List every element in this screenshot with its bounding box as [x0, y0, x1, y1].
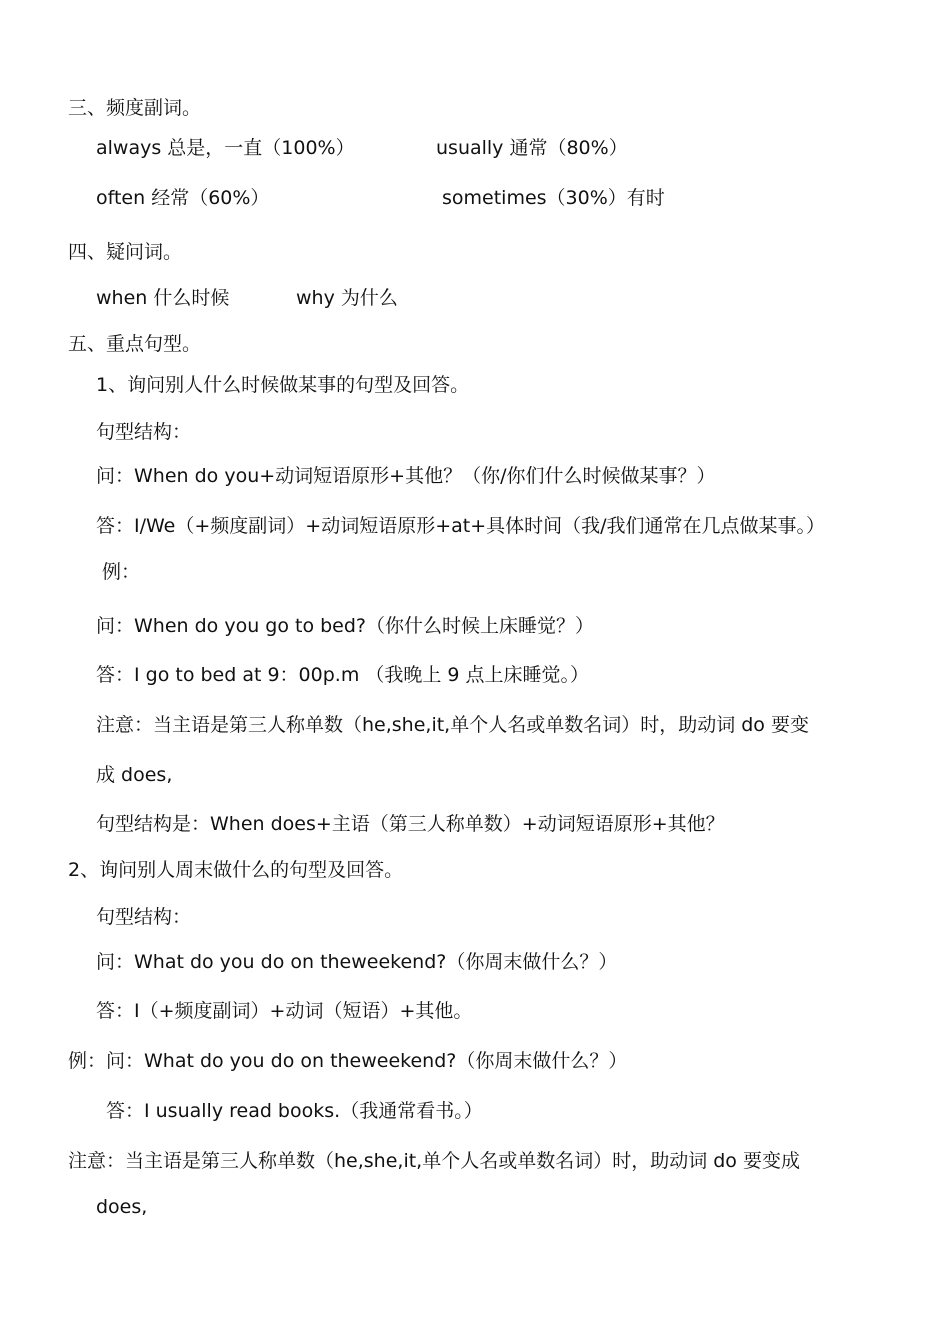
- adverb-often: often 经常（60%）: [96, 187, 270, 209]
- adverb-usually: usually 通常（80%）: [436, 137, 628, 159]
- part-1-third-person-structure: 句型结构是：When does+主语（第三人称单数）+动词短语原形+其他？: [96, 813, 725, 835]
- part-1-question-pattern: 问：When do you+动词短语原形+其他？（你/你们什么时候做某事？）: [96, 465, 716, 487]
- question-word-when: when 什么时候: [96, 287, 230, 309]
- part-2-example-answer: 答：I usually read books.（我通常看书。）: [106, 1100, 483, 1122]
- part-1-example-answer: 答：I go to bed at 9：00p.m （我晚上 9 点上床睡觉。）: [96, 664, 590, 686]
- adverb-sometimes: sometimes（30%）有时: [442, 187, 665, 209]
- section-3-heading: 三、频度副词。: [68, 97, 202, 119]
- part-1-title: 1、询问别人什么时候做某事的句型及回答。: [96, 374, 470, 396]
- part-2-question-pattern: 问：What do you do on theweekend?（你周末做什么？）: [96, 951, 618, 973]
- part-1-example-label: 例：: [102, 561, 141, 583]
- part-2-answer-pattern: 答：I（+频度副词）+动词（短语）+其他。: [96, 1000, 473, 1022]
- question-word-why: why 为什么: [296, 287, 398, 309]
- part-1-structure-label: 句型结构：: [96, 421, 192, 443]
- part-2-note-line-2: does,: [96, 1196, 148, 1218]
- part-1-answer-pattern: 答：I/We（+频度副词）+动词短语原形+at+具体时间（我/我们通常在几点做某事。）: [96, 515, 826, 537]
- section-4-heading: 四、疑问词。: [68, 241, 183, 263]
- section-5-heading: 五、重点句型。: [68, 333, 202, 355]
- part-2-title: 2、询问别人周末做什么的句型及回答。: [68, 859, 404, 881]
- part-2-note-line-1: 注意：当主语是第三人称单数（he,she,it,单个人名或单数名词）时，助动词 do 要变成: [68, 1150, 800, 1172]
- part-1-example-question: 问：When do you go to bed?（你什么时候上床睡觉？）: [96, 615, 595, 637]
- adverb-always: always 总是，一直（100%）: [96, 137, 355, 159]
- part-2-structure-label: 句型结构：: [96, 906, 192, 928]
- part-1-note-line-1: 注意：当主语是第三人称单数（he,she,it,单个人名或单数名词）时，助动词 do 要变: [96, 714, 809, 736]
- part-2-example-question: 例：问：What do you do on theweekend?（你周末做什么？）: [68, 1050, 628, 1072]
- part-1-note-line-2: 成 does,: [96, 764, 173, 786]
